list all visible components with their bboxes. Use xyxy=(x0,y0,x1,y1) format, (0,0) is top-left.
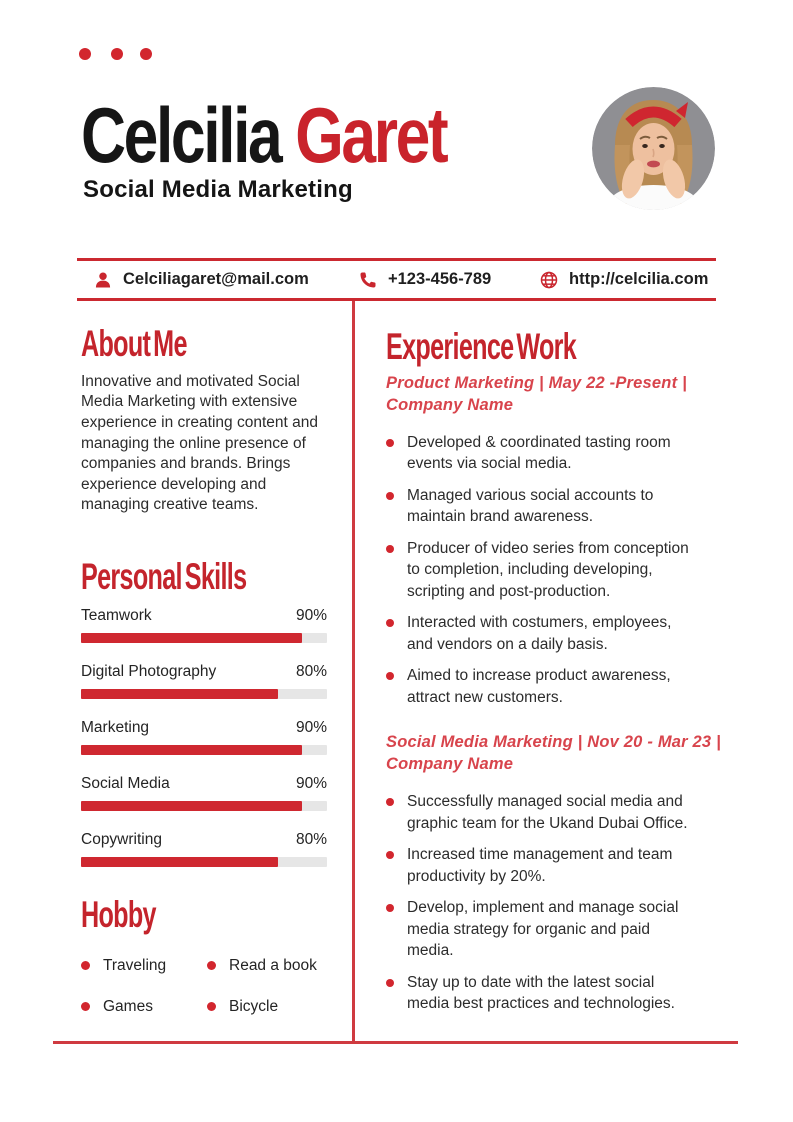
about-section xyxy=(81,325,327,516)
job-bullet xyxy=(386,897,716,962)
contact-website[interactable] xyxy=(539,261,708,298)
skill-bar-track xyxy=(81,801,327,811)
experience-title: Experience Work xyxy=(386,326,577,367)
job-subtitle: Social Media Marketing | Nov 20 - Mar 23 | Company Name xyxy=(386,733,721,774)
bullet-dot-icon xyxy=(81,961,90,970)
skill-value: 80% xyxy=(295,830,327,848)
skill-bar-fill xyxy=(81,633,302,643)
skill-item xyxy=(81,830,327,867)
skill-bar-track xyxy=(81,857,327,867)
skill-header xyxy=(81,718,327,738)
about-title: About Me xyxy=(81,323,187,364)
bullet-dot-icon xyxy=(386,545,394,553)
globe-icon xyxy=(539,270,559,290)
skills-section xyxy=(81,558,327,886)
decor-dot xyxy=(140,48,152,60)
skill-header xyxy=(81,662,327,682)
contact-website-text: http://celcilia.com xyxy=(569,270,709,288)
first-name: Celcilia xyxy=(81,91,281,179)
decor-dot xyxy=(79,48,91,60)
job-bullet-list xyxy=(386,432,716,709)
bullet-dot-icon xyxy=(386,904,394,912)
bullet-dot-icon xyxy=(207,961,216,970)
hobby-item xyxy=(81,955,207,976)
hobby-title: Hobby xyxy=(81,894,156,935)
job-bullet xyxy=(386,432,716,475)
last-name: Garet xyxy=(295,91,447,179)
skill-bar-fill xyxy=(81,801,302,811)
skill-label: Digital Photography xyxy=(81,662,217,680)
hobby-item xyxy=(207,955,331,976)
job-subtitle: Product Marketing | May 22 -Present | Company Name xyxy=(386,373,687,414)
bullet-dot-icon xyxy=(386,619,394,627)
profile-photo xyxy=(592,87,715,210)
hobby-list xyxy=(81,955,331,1017)
job-bullet-text: Successfully managed social media and graphic team for the Ukand Dubai Office. xyxy=(407,793,688,832)
column-divider xyxy=(352,301,355,1042)
skill-item xyxy=(81,606,327,643)
contact-phone-text: +123-456-789 xyxy=(388,270,492,288)
skill-bar-fill xyxy=(81,745,302,755)
job-bullet-text: Develop, implement and manage social media strategy for organic and paid media. xyxy=(407,899,679,960)
hobby-section xyxy=(81,896,331,1017)
bullet-dot-icon xyxy=(386,851,394,859)
skill-value: 80% xyxy=(295,662,327,680)
bullet-dot-icon xyxy=(386,798,394,806)
skill-label: Marketing xyxy=(81,718,150,736)
person-name xyxy=(81,91,447,179)
bullet-dot-icon xyxy=(207,1002,216,1011)
bullet-dot-icon xyxy=(386,439,394,447)
job-bullet-list xyxy=(386,791,716,1015)
skill-bar-track xyxy=(81,745,327,755)
skill-bar-fill xyxy=(81,689,278,699)
contact-email[interactable] xyxy=(93,261,309,298)
bottom-rule xyxy=(53,1041,738,1044)
job-bullet xyxy=(386,665,716,708)
skill-header xyxy=(81,606,327,626)
job-bullet xyxy=(386,485,716,528)
hobby-item xyxy=(207,996,331,1017)
job-bullet xyxy=(386,844,716,887)
job-bullet xyxy=(386,612,716,655)
skill-item xyxy=(81,662,327,699)
hobby-item xyxy=(81,996,207,1017)
bullet-dot-icon xyxy=(386,979,394,987)
skill-header xyxy=(81,830,327,850)
skill-value: 90% xyxy=(295,774,327,792)
skill-label: Teamwork xyxy=(81,606,152,624)
jobs xyxy=(386,372,721,1015)
hobby-label: Traveling xyxy=(103,956,167,974)
bullet-dot-icon xyxy=(386,672,394,680)
job-bullet-text: Managed various social accounts to maintain brand awareness. xyxy=(407,486,654,526)
contact-phone[interactable] xyxy=(358,261,491,298)
skill-bar-track xyxy=(81,633,327,643)
skill-header xyxy=(81,774,327,794)
contact-email-text: Celciliagaret@mail.com xyxy=(123,270,309,288)
hobby-label: Bicycle xyxy=(229,997,279,1015)
skill-value: 90% xyxy=(295,718,327,736)
skill-item xyxy=(81,774,327,811)
hobby-label: Games xyxy=(103,997,153,1015)
job-bullet xyxy=(386,972,716,1015)
hobby-label: Read a book xyxy=(229,956,317,974)
about-text: Innovative and motivated Social Media Marketing with extensive experience in creating content and managing the online presence of companies and brands. Brings experience developing and managing creative teams. xyxy=(81,372,318,514)
job-bullet-text: Aimed to increase product awareness, attract new customers. xyxy=(407,667,671,706)
profile-photo-illustration xyxy=(592,87,715,210)
skill-item xyxy=(81,718,327,755)
contact-bar xyxy=(77,258,716,301)
job-title: Social Media Marketing xyxy=(83,176,353,203)
job-bullet xyxy=(386,538,716,603)
job-bullet-text: Developed & coordinated tasting room events via social media. xyxy=(407,433,671,473)
job-bullet xyxy=(386,791,716,834)
phone-icon xyxy=(358,270,378,290)
skill-label: Copywriting xyxy=(81,830,162,848)
job-bullet-text: Interacted with costumers, employees, and vendors on a daily basis. xyxy=(407,614,672,653)
job-bullet-text: Increased time management and team productivity by 20%. xyxy=(407,846,673,885)
job-bullet-text: Stay up to date with the latest social media best practices and technologies. xyxy=(407,973,675,1013)
skill-label: Social Media xyxy=(81,774,170,792)
experience-section xyxy=(386,326,721,1025)
bullet-dot-icon xyxy=(81,1002,90,1011)
person-icon xyxy=(93,270,113,290)
bullet-dot-icon xyxy=(386,492,394,500)
job-bullet-text: Producer of video series from conception to completion, including developing, scripting and post-production. xyxy=(407,539,689,600)
skills-title: Personal Skills xyxy=(81,556,247,597)
skills-list xyxy=(81,606,327,867)
skill-bar-track xyxy=(81,689,327,699)
skill-bar-fill xyxy=(81,857,278,867)
decor-dot xyxy=(111,48,123,60)
skill-value: 90% xyxy=(295,606,327,624)
